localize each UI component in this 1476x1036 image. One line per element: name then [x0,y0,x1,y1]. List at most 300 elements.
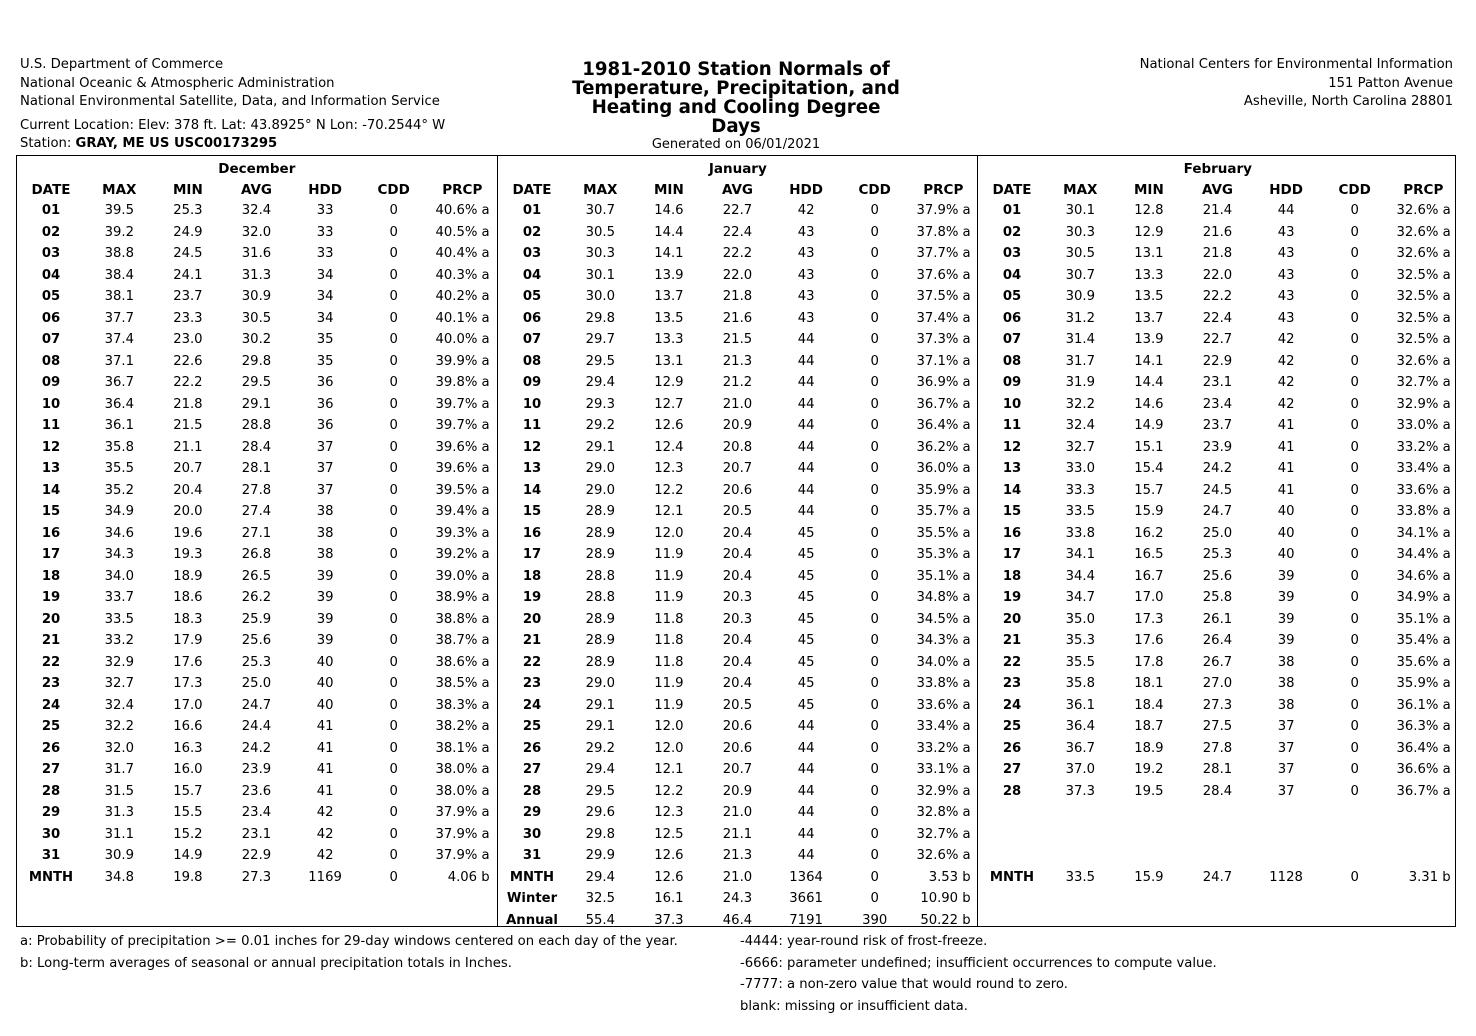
cell-date: 20 [1002,611,1022,627]
cell-prcp: 37.4% a [916,310,971,326]
cell-avg: 30.2 [241,332,272,348]
cell-max: 29.4 [585,869,615,885]
cell-min: 17.0 [173,697,203,713]
cell-prcp: 3.31 b [1408,869,1451,885]
cell-prcp: 33.8% a [916,676,971,692]
table-row [17,566,497,588]
cell-max: 28.9 [585,611,615,627]
cell-min: 16.6 [173,719,203,735]
cell-avg: 27.0 [1202,676,1233,692]
table-row [978,652,1458,674]
cell-min: 21.8 [173,396,203,412]
cell-min: 14.9 [173,848,203,864]
cell-max: 29.8 [585,826,615,842]
agency-line: National Environmental Satellite, Data, and Information Service [20,94,440,109]
table-row [978,716,1458,738]
cell-min: 17.3 [173,676,203,692]
cell-date: 26 [41,740,61,756]
cell-prcp: 37.9% a [916,203,971,219]
cell-prcp: 34.9% a [1396,590,1451,606]
cell-min: 21.1 [173,439,203,455]
cell-hdd: 42 [316,848,334,864]
cell-max: 28.9 [585,504,615,520]
cell-min: 17.0 [1134,590,1164,606]
cell-max: 30.0 [585,289,615,305]
cell-avg: 26.5 [241,568,272,584]
cell-prcp: 39.8% a [435,375,490,391]
cell-max: 30.7 [1065,267,1095,283]
cell-date: 13 [1002,461,1022,477]
cell-max: 37.1 [104,353,134,369]
cell-cdd: 0 [1350,482,1359,498]
cell-prcp: 32.5% a [1396,332,1451,348]
cell-max: 33.7 [104,590,134,606]
cell-date: MNTH [28,869,74,885]
cell-max: 29.2 [585,740,615,756]
column-header-max: MAX [102,181,137,198]
cell-date: 08 [41,353,61,369]
cell-hdd: 44 [797,418,815,434]
cell-max: 28.9 [585,547,615,563]
column-header-avg: AVG [721,181,754,198]
cell-hdd: 44 [797,332,815,348]
cell-min: 24.1 [173,267,203,283]
cell-cdd: 0 [389,869,398,885]
cell-avg: 22.0 [722,267,753,283]
cell-max: 34.1 [1065,547,1095,563]
cell-min: 12.2 [654,482,684,498]
cell-max: 37.3 [1065,783,1095,799]
cell-avg: 25.6 [241,633,272,649]
cell-avg: 20.4 [722,525,753,541]
cell-avg: 20.4 [722,676,753,692]
cell-avg: 20.3 [722,611,753,627]
cell-max: 30.9 [1065,289,1095,305]
cell-cdd: 0 [1350,246,1359,262]
cell-min: 12.5 [654,826,684,842]
column-header-min: MIN [1134,181,1164,198]
cell-hdd: 36 [316,396,334,412]
cell-prcp: 39.9% a [435,353,490,369]
cell-date: 24 [522,697,542,713]
cell-cdd: 0 [1350,611,1359,627]
cell-hdd: 37 [1277,719,1295,735]
cell-date: 18 [41,568,61,584]
cell-cdd: 0 [389,676,398,692]
cell-max: 29.2 [585,418,615,434]
cell-min: 14.4 [1134,375,1164,391]
cell-prcp: 33.6% a [916,697,971,713]
cell-avg: 21.2 [722,375,753,391]
cell-max: 31.4 [1065,332,1095,348]
cell-date [978,802,1046,824]
cell-prcp: 36.9% a [916,375,971,391]
table-row [498,200,978,222]
report-title-line: Temperature, Precipitation, and [572,78,900,99]
cell-max: 33.5 [104,611,134,627]
cell-min: 12.9 [1134,224,1164,240]
cell-date: 08 [522,353,542,369]
report-title-line: 1981-2010 Station Normals of [582,59,890,80]
cell-avg: 21.0 [722,869,753,885]
cell-date: 04 [1002,267,1022,283]
cell-cdd: 0 [870,396,879,412]
table-row [978,372,1458,394]
footnote: blank: missing or insufficient data. [740,998,968,1014]
cell-cdd: 0 [389,848,398,864]
table-row [498,394,978,416]
footnotes-right [740,931,1217,1017]
cell-max: 34.3 [104,547,134,563]
cell-date: 23 [41,676,61,692]
cell-min: 11.8 [654,611,684,627]
cell-date: 22 [1002,654,1022,670]
table-row [17,415,497,437]
cell-max: 36.4 [1065,719,1095,735]
cell-max: 35.8 [104,439,134,455]
address-line: 151 Patton Avenue [1328,75,1453,91]
cell-avg: 20.5 [722,697,753,713]
table-row [498,437,978,459]
cell-cdd: 0 [389,697,398,713]
table-row [498,910,978,932]
cell-date: 01 [41,203,61,219]
cell-prcp: 37.1% a [916,353,971,369]
cell-cdd: 0 [1350,654,1359,670]
cell-cdd: 0 [389,332,398,348]
cell-hdd: 43 [797,267,815,283]
cell-date: 24 [1002,697,1022,713]
cell-hdd: 42 [1277,375,1295,391]
cell-date: 10 [1002,396,1022,412]
cell-avg: 27.8 [1202,740,1233,756]
cell-avg: 22.2 [722,246,753,262]
cell-min: 13.7 [1134,310,1164,326]
cell-hdd: 43 [797,246,815,262]
cell-hdd: 36 [316,375,334,391]
cell-min: 18.9 [173,568,203,584]
cell-date: 23 [522,676,542,692]
cell-avg: 21.6 [722,310,753,326]
table-row [17,243,497,265]
cell-hdd: 39 [316,590,334,606]
cell-date: 12 [1002,439,1022,455]
cell-hdd: 40 [316,654,334,670]
cell-prcp: 32.6% a [1396,353,1451,369]
cell-min: 23.3 [173,310,203,326]
cell-min: 20.4 [173,482,203,498]
column-header-date: DATE [31,181,71,198]
cell-date: 15 [522,504,542,520]
cell-max: 35.2 [104,482,134,498]
cell-cdd: 0 [389,762,398,778]
cell-hdd: 45 [797,525,815,541]
cell-date: 25 [1002,719,1022,735]
cell-prcp: 40.6% a [435,203,490,219]
table-row [17,652,497,674]
cell-prcp: 36.7% a [1396,783,1451,799]
month-name: February [1183,161,1252,177]
cell-date: 30 [522,826,542,842]
cell-cdd: 0 [389,547,398,563]
cell-avg [1183,802,1252,824]
cell-avg: 46.4 [722,912,753,928]
cell-date: 15 [41,504,61,520]
cell-cdd: 0 [389,611,398,627]
cell-avg: 23.1 [1202,375,1233,391]
cell-cdd: 0 [1350,461,1359,477]
report-title-line: Heating and Cooling Degree [591,97,881,118]
table-row [978,286,1458,308]
cell-prcp: 39.3% a [435,525,490,541]
cell-hdd: 41 [316,719,334,735]
footnote: -6666: parameter undefined; insufficient occurrences to compute value. [740,955,1217,971]
cell-prcp: 38.0% a [435,762,490,778]
cell-cdd: 0 [1350,740,1359,756]
cell-min: 17.6 [173,654,203,670]
cell-avg [1183,845,1252,867]
cell-avg: 26.4 [1202,633,1233,649]
cell-hdd: 44 [797,762,815,778]
cell-date: 26 [1002,740,1022,756]
table-row [498,867,978,889]
cell-hdd: 41 [1277,418,1295,434]
table-row [978,308,1458,330]
cell-cdd: 0 [870,891,879,907]
cell-hdd: 38 [316,504,334,520]
cell-hdd: 45 [797,590,815,606]
cell-prcp: 38.1% a [435,740,490,756]
table-row [498,609,978,631]
cell-max: 30.5 [1065,246,1095,262]
month-table-december [17,156,497,926]
cell-min: 16.5 [1134,547,1164,563]
cell-prcp: 36.7% a [916,396,971,412]
cell-max [1046,824,1115,846]
table-row [978,738,1458,760]
cell-hdd: 40 [1277,504,1295,520]
cell-date: 03 [41,246,61,262]
cell-cdd: 0 [1350,310,1359,326]
table-row [498,888,978,910]
cell-avg: 27.3 [241,869,272,885]
cell-hdd: 3661 [789,891,823,907]
cell-cdd: 0 [870,246,879,262]
cell-max: 30.1 [1065,203,1095,219]
cell-cdd: 0 [389,353,398,369]
cell-date: 27 [522,762,542,778]
table-row [17,394,497,416]
cell-prcp: 40.5% a [435,224,490,240]
table-row [498,329,978,351]
cell-hdd: 40 [1277,525,1295,541]
cell-hdd: 45 [797,611,815,627]
table-row [498,845,978,867]
cell-hdd: 44 [797,848,815,864]
cell-avg: 26.8 [241,547,272,563]
cell-cdd: 0 [1350,719,1359,735]
table-row [978,394,1458,416]
table-row [498,308,978,330]
cell-hdd: 37 [1277,762,1295,778]
table-row [498,458,978,480]
cell-min: 19.6 [173,525,203,541]
cell-max: 36.1 [104,418,134,434]
cell-max: 31.2 [1065,310,1095,326]
cell-hdd: 42 [316,805,334,821]
cell-max: 37.7 [104,310,134,326]
table-row [17,824,497,846]
cell-min: 14.4 [654,224,684,240]
cell-date: 01 [522,203,542,219]
cell-hdd: 45 [797,568,815,584]
cell-cdd: 0 [870,504,879,520]
cell-avg: 21.5 [722,332,753,348]
cell-prcp: 40.1% a [435,310,490,326]
footnotes-left [20,931,678,975]
cell-prcp: 37.5% a [916,289,971,305]
cell-min: 13.3 [1134,267,1164,283]
cell-cdd: 0 [870,869,879,885]
cell-date: MNTH [989,869,1035,885]
cell-date: 03 [522,246,542,262]
cell-max: 32.0 [104,740,134,756]
address-line: National Centers for Environmental Information [1139,57,1453,72]
cell-min: 18.1 [1134,676,1164,692]
table-row [17,458,497,480]
cell-avg: 20.4 [722,568,753,584]
cell-cdd: 0 [389,267,398,283]
cell-date: 12 [522,439,542,455]
cell-hdd: 41 [316,762,334,778]
cell-min: 11.9 [654,547,684,563]
cell-cdd: 0 [389,740,398,756]
cell-date: 01 [1002,203,1022,219]
cell-max: 29.3 [585,396,615,412]
footnote: b: Long-term averages of seasonal or annual precipitation totals in Inches. [20,956,512,971]
cell-max: 29.0 [585,482,615,498]
table-row [17,802,497,824]
table-row [978,544,1458,566]
report-title-line: Days [711,116,761,137]
cell-max: 29.1 [585,439,615,455]
cell-cdd: 0 [1350,525,1359,541]
cell-hdd: 36 [316,418,334,434]
table-row [17,372,497,394]
cell-min: 16.2 [1134,525,1164,541]
table-row [978,759,1458,781]
cell-max: 29.0 [585,461,615,477]
cell-min: 22.6 [173,353,203,369]
cell-cdd: 0 [389,633,398,649]
cell-min: 14.1 [1134,353,1164,369]
cell-hdd: 39 [1277,611,1295,627]
cell-min: 15.2 [173,826,203,842]
cell-date: Annual [506,912,558,928]
cell-avg: 22.7 [1202,332,1233,348]
month-grid [17,159,497,888]
cell-prcp: 35.1% a [1396,611,1451,627]
cell-date: 10 [41,396,61,412]
cell-prcp: 38.6% a [435,654,490,670]
cell-max: 39.5 [104,203,134,219]
cell-avg: 28.1 [1202,762,1233,778]
cell-avg: 28.8 [241,418,272,434]
cell-min: 12.2 [654,783,684,799]
cell-avg: 23.6 [241,783,272,799]
cell-min: 37.3 [654,912,684,928]
cell-date: 21 [41,633,61,649]
cell-max: 28.8 [585,590,615,606]
cell-min: 15.9 [1134,869,1164,885]
cell-hdd: 35 [316,332,334,348]
cell-avg: 23.9 [241,762,272,778]
table-row [498,673,978,695]
cell-hdd: 44 [797,461,815,477]
table-row [498,824,978,846]
cell-avg: 21.0 [722,396,753,412]
footnote: a: Probability of precipitation >= 0.01 inches for 29-day windows centered on each day of the year. [20,934,678,949]
cell-prcp: 32.6% a [1396,224,1451,240]
table-row [498,802,978,824]
cell-min: 12.7 [654,396,684,412]
cell-hdd: 43 [1277,310,1295,326]
cell-cdd: 0 [870,267,879,283]
agency-line: National Oceanic & Atmospheric Administration [20,75,335,91]
cell-prcp: 36.0% a [916,461,971,477]
cell-prcp: 34.3% a [916,633,971,649]
cell-max: 32.2 [104,719,134,735]
cell-cdd: 0 [1350,568,1359,584]
cell-min: 12.1 [654,762,684,778]
cell-min: 17.9 [173,633,203,649]
cell-avg: 24.7 [1202,504,1233,520]
cell-cdd: 0 [389,568,398,584]
cell-hdd: 40 [1277,547,1295,563]
cell-prcp: 37.6% a [916,267,971,283]
cell-max [1046,845,1115,867]
table-row [978,523,1458,545]
cell-cdd: 0 [1350,267,1359,283]
cell-avg: 20.3 [722,590,753,606]
cell-min: 13.9 [1134,332,1164,348]
table-row [978,867,1458,889]
cell-hdd: 39 [316,611,334,627]
cell-max: 32.4 [1065,418,1095,434]
cell-max: 32.4 [104,697,134,713]
column-header-avg: AVG [240,181,273,198]
cell-prcp: 35.9% a [1396,676,1451,692]
cell-date: 10 [522,396,542,412]
cell-date: 05 [41,289,61,305]
table-row [978,609,1458,631]
table-row [17,286,497,308]
cell-prcp: 39.4% a [435,504,490,520]
cell-cdd: 0 [870,654,879,670]
cell-max: 34.6 [104,525,134,541]
column-header-cdd: CDD [377,181,410,198]
cell-cdd: 0 [870,805,879,821]
cell-max: 35.3 [1065,633,1095,649]
cell-date: 16 [522,525,542,541]
cell-avg: 24.3 [722,891,753,907]
table-row [498,265,978,287]
cell-min: 20.0 [173,504,203,520]
cell-cdd: 0 [870,310,879,326]
month-table-january [497,156,977,926]
cell-prcp: 35.4% a [1396,633,1451,649]
cell-date: 05 [1002,289,1022,305]
